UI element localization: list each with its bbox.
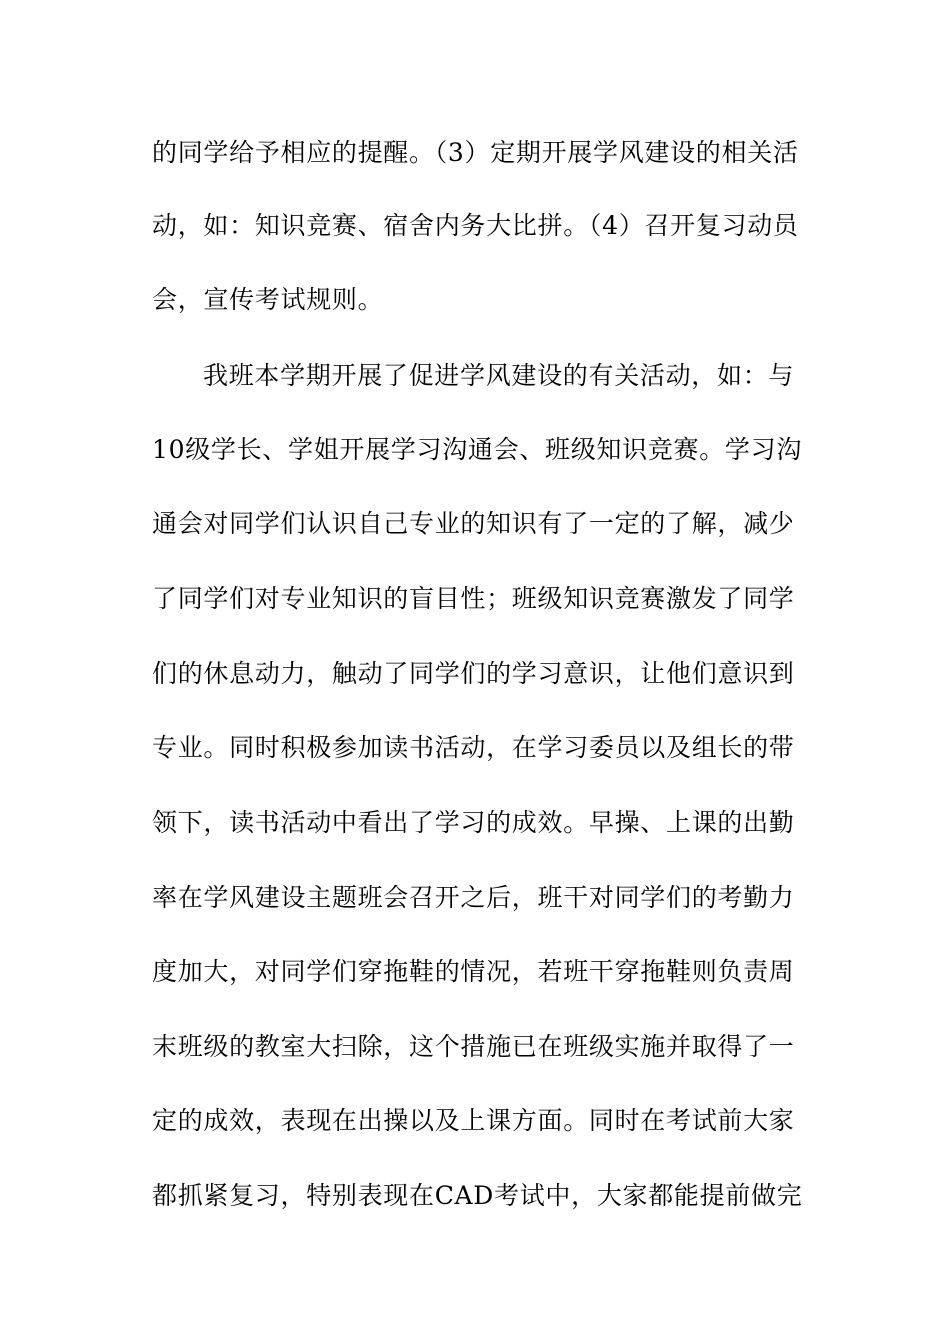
text-line: 率在学风建设主题班会召开之后，班干对同学们的考勤力 (152, 883, 795, 912)
text-line: 们的休息动力，触动了同学们的学习意识，让他们意识到 (152, 659, 795, 688)
text-line: 了同学们对专业知识的盲目性；班级知识竞赛激发了同学 (152, 584, 795, 613)
text-line: 领下，读书活动中看出了学习的成效。早操、上课的出勤 (152, 808, 795, 837)
text-line: 动，如：知识竞赛、宿舍内务大比拼。（4）召开复习动员 (152, 211, 799, 240)
text-line: 都抓紧复习，特别表现在CAD考试中，大家都能提前做完 (152, 1181, 803, 1210)
text-line: 专业。同时积极参加读书活动，在学习委员以及组长的带 (152, 733, 795, 762)
text-line: 10级学长、学姐开展学习沟通会、班级知识竞赛。学习沟 (152, 435, 803, 464)
text-line: 会，宣传考试规则。 (152, 285, 384, 314)
text-line: 定的成效，表现在出操以及上课方面。同时在考试前大家 (152, 1106, 795, 1135)
text-line: 末班级的教室大扫除，这个措施已在班级实施并取得了一 (152, 1032, 795, 1061)
text-line: 通会对同学们认识自己专业的知识有了一定的了解，减少 (152, 509, 795, 538)
text-line: 的同学给予相应的提醒。（3）定期开展学风建设的相关活 (152, 138, 799, 167)
text-line: 度加大，对同学们穿拖鞋的情况，若班干穿拖鞋则负责周 (152, 957, 795, 986)
text-line: 我班本学期开展了促进学风建设的有关活动，如：与 (203, 361, 795, 390)
